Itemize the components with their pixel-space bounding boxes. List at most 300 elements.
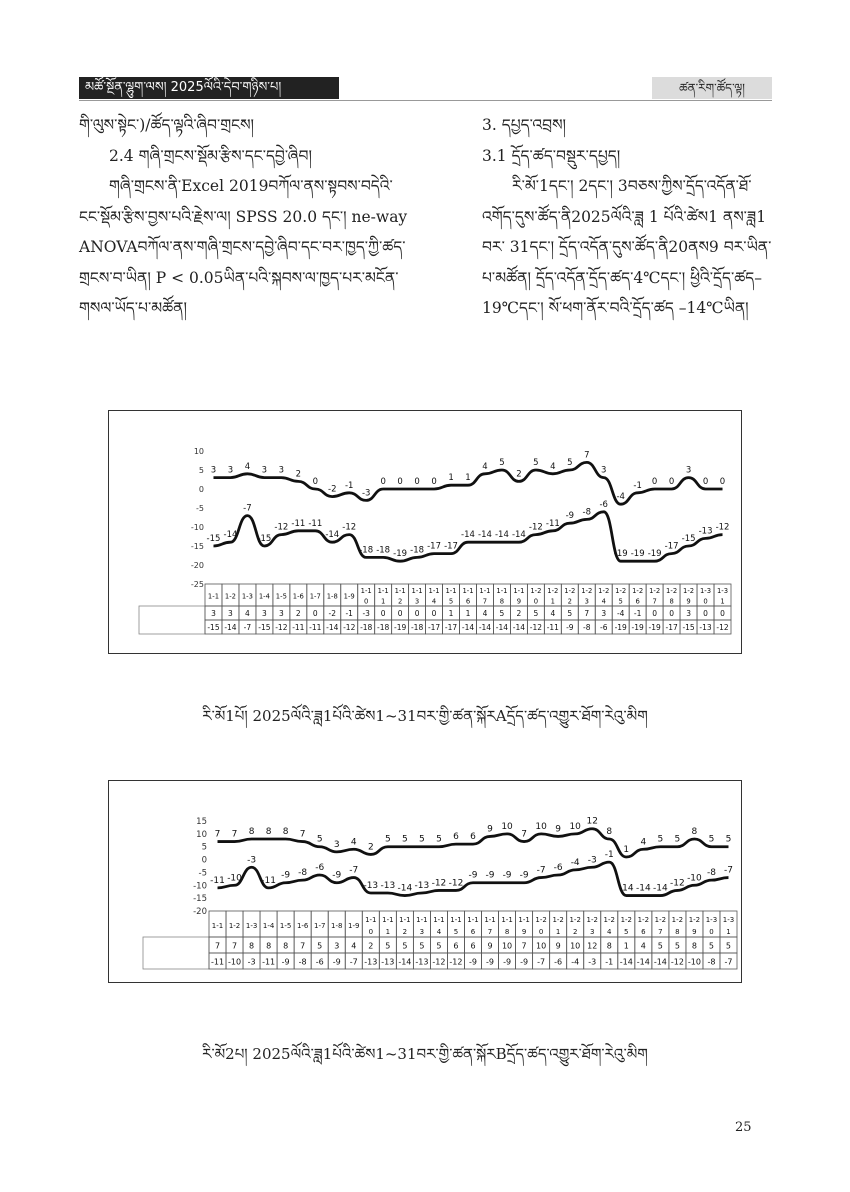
data-label-upper: 5 (567, 458, 573, 468)
data-label-lower: -6 (315, 863, 325, 873)
table-value-upper: 5 (402, 941, 408, 951)
category-label: 1-1 (399, 915, 411, 924)
table-value-upper: 0 (380, 609, 386, 619)
data-label-upper: 3 (278, 465, 285, 476)
category-label: 7 (487, 927, 493, 936)
category-label: 1-3 (245, 921, 258, 930)
journal-title: མཚོ་སྔོན་ལྷུག་ལས། 2025ལོའི་དེབ་གཉིས་པ། (79, 77, 339, 99)
table-value-upper: 12 (587, 941, 598, 951)
category-label: 1-4 (258, 592, 270, 601)
data-label-lower: -12 (715, 522, 730, 533)
data-label-lower: -9 (502, 870, 512, 881)
data-label-lower: -14 (478, 530, 492, 541)
data-label-lower: -11 (308, 518, 323, 529)
section-tag: ཚན་རིག་ཚོད་ལྟ། (652, 77, 772, 99)
table-value-lower: -10 (687, 957, 701, 967)
data-label-lower: -10 (687, 873, 702, 884)
data-label-lower: -6 (553, 863, 563, 873)
category-label: 1-2 (564, 587, 576, 596)
category-label: 6 (470, 927, 476, 936)
data-label-upper: 5 (725, 834, 732, 845)
category-label: 1-2 (598, 587, 610, 596)
table-value-upper: 7 (232, 941, 238, 951)
data-label-upper: 7 (299, 829, 306, 840)
category-label: 4 (601, 597, 606, 606)
data-label-upper: 4 (550, 461, 556, 472)
data-label-upper: 8 (248, 827, 255, 837)
category-label: 5 (448, 597, 454, 606)
data-label-upper: -1 (633, 480, 642, 491)
table-value-lower: -7 (243, 623, 252, 633)
table-value-lower: -8 (707, 957, 716, 967)
data-label-upper: 3 (333, 839, 340, 850)
table-value-upper: 0 (414, 609, 420, 619)
table-value-lower: -7 (724, 957, 733, 967)
category-label: 1-2 (671, 915, 684, 924)
table-value-upper: 5 (385, 941, 391, 951)
y-tick-label: -5 (198, 868, 207, 879)
category-label: 0 (538, 927, 544, 936)
table-value-lower: -14 (495, 623, 509, 633)
data-label-upper: 5 (499, 458, 505, 468)
table-value-lower: -9 (520, 957, 529, 967)
table-value-lower: -14 (398, 957, 412, 967)
continued-line: གི་ལུས་སྟེང་)/ཚོད་ལྟའི་ཞིབ་གྲངས། (79, 116, 254, 134)
data-label-lower: -13 (380, 881, 396, 891)
category-label: 8 (669, 597, 674, 606)
category-label: 3 (589, 927, 595, 936)
table-value-upper: 9 (487, 941, 493, 951)
data-label-lower: -7 (536, 865, 546, 876)
category-label: 1-3 (241, 592, 253, 601)
table-value-upper: 5 (419, 941, 425, 951)
data-label-upper: 7 (584, 450, 590, 461)
y-tick-label: -5 (196, 504, 204, 513)
table-value-lower: -14 (326, 623, 339, 633)
data-label-lower: -8 (298, 868, 308, 879)
category-label: 6 (641, 927, 646, 936)
category-label: 1 (555, 927, 561, 936)
category-label: 1 (380, 597, 386, 606)
y-tick-label: 5 (198, 466, 204, 475)
category-label: 1-2 (552, 915, 564, 924)
y-tick-label: -25 (190, 580, 204, 589)
table-value-lower: -19 (648, 623, 661, 633)
table-value-upper: -2 (328, 609, 337, 619)
category-label: 2 (402, 927, 408, 936)
data-label-upper: 1 (448, 473, 454, 484)
data-label-upper: 12 (586, 816, 598, 827)
data-label-lower: -14 (635, 883, 651, 894)
category-label: 1-1 (501, 915, 513, 924)
data-label-upper: -3 (361, 488, 371, 499)
header-rule (79, 100, 772, 101)
category-label: 1-1 (496, 587, 508, 596)
category-label: 1-1 (462, 587, 474, 596)
data-label-upper: 10 (535, 821, 547, 832)
table-value-upper: 3 (278, 609, 284, 619)
table-value-upper: 5 (657, 941, 663, 951)
data-label-lower: -19 (647, 549, 662, 560)
table-value-lower: -19 (614, 623, 627, 633)
category-label: 1-2 (228, 921, 241, 930)
category-label: 1-8 (326, 592, 338, 601)
data-label-upper: 0 (668, 477, 675, 487)
table-value-upper: -3 (362, 609, 370, 619)
data-label-upper: 5 (384, 834, 391, 845)
table-value-lower: -10 (228, 957, 242, 967)
data-label-upper: 5 (419, 834, 425, 845)
category-label: 1-2 (547, 587, 559, 596)
y-tick-label: 15 (196, 817, 207, 827)
table-value-lower: -18 (410, 623, 424, 633)
data-label-upper: 0 (380, 477, 386, 487)
table-value-lower: -14 (619, 957, 633, 967)
table-value-upper: 3 (334, 941, 340, 951)
data-label-lower: -19 (630, 549, 645, 560)
data-label-lower: -14 (397, 883, 413, 894)
table-value-lower: -8 (298, 957, 307, 967)
table-value-lower: -17 (665, 623, 678, 633)
category-label: 1-1 (416, 915, 428, 924)
category-label: 1-2 (224, 592, 237, 601)
data-label-lower: -14 (223, 530, 238, 541)
data-label-lower: -14 (461, 530, 475, 541)
category-label: 1-3 (716, 587, 729, 596)
table-value-lower: -9 (281, 957, 290, 967)
category-label: 1-2 (654, 915, 667, 924)
table-value-lower: -9 (469, 957, 477, 967)
data-label-upper: -1 (344, 480, 354, 491)
category-label: 1-8 (331, 921, 343, 930)
category-label: 5 (618, 597, 623, 606)
table-value-lower: -13 (364, 957, 378, 967)
category-label: 1-1 (513, 587, 525, 596)
data-label-lower: -15 (681, 534, 696, 544)
category-label: 1-2 (530, 587, 542, 596)
table-value-lower: -9 (332, 957, 341, 967)
data-label-upper: -2 (328, 484, 337, 495)
y-tick-label: -10 (190, 523, 204, 532)
chart-1-svg (109, 411, 741, 653)
data-label-upper: 3 (601, 465, 607, 476)
figure-1-caption: རི་མོ1པོ། 2025ལོའི་ཟླ1པོའི་ཚེས1~31བར་གྱི་ཚན་སྐོརAདྲོད་ཚད་འགྱུར་ཐོག་རེའུ་མིག (202, 707, 648, 725)
table-value-lower: -12 (343, 623, 356, 633)
category-label: 1-1 (467, 915, 479, 924)
category-label: 7 (658, 927, 663, 936)
table-value-lower: -19 (631, 623, 644, 633)
table-value-lower: -15 (682, 623, 695, 633)
table-value-lower: -6 (554, 957, 563, 967)
category-label: 9 (516, 597, 522, 606)
table-value-lower: -14 (461, 623, 475, 633)
table-value-lower: -12 (432, 957, 446, 967)
table-value-lower: -18 (360, 623, 373, 633)
table-value-lower: -12 (449, 957, 463, 967)
data-label-lower: -9 (519, 870, 529, 881)
category-label: 1-3 (705, 915, 718, 924)
y-tick-label: -15 (190, 542, 204, 551)
table-value-upper: 0 (669, 609, 675, 619)
category-label: 1-3 (699, 587, 712, 596)
data-label-lower: -8 (582, 507, 592, 518)
data-label-upper: 0 (651, 477, 658, 487)
table-value-upper: 1 (448, 609, 454, 619)
table-value-upper: 7 (521, 941, 527, 951)
table-value-lower: -11 (210, 957, 225, 967)
data-label-upper: 2 (295, 469, 302, 480)
category-label: 3 (414, 597, 420, 606)
table-value-upper: 1 (623, 941, 629, 951)
table-value-lower: -6 (599, 623, 608, 633)
category-label: 1-2 (649, 587, 661, 596)
table-value-lower: -18 (377, 623, 390, 633)
data-label-lower: -11 (545, 518, 560, 529)
category-label: 1-1 (479, 587, 491, 596)
results-paragraph: རི་མོ་1དང་། 2དང་། 3བཅས་ཀྱིས་དྲོད་འདོན་ཐོ་འགོད་དུས་ཚོད་ནི2025ལོའི་ཟླ 1 པོའི་ཚེས1 ནས་ཟླ1 བར་ 31དང་། དྲོད་འདོན་དུས་ཚོད་ནི20ནས9 བར་ཡིན་པ་མཚོན། དྲོད་འདོན་དྲོད་ཚད་4℃དང་། ཕྱིའི་དྲོད་ཚད–19℃དང་། སོ་ཕག་ནོར་བའི་དྲོད་ཚད –14℃ཡིན། (482, 177, 772, 317)
data-label-lower: -12 (431, 878, 447, 889)
category-label: 1-7 (313, 921, 326, 930)
category-label: 2 (567, 597, 572, 606)
data-label-upper: 0 (397, 477, 403, 487)
figure-1-chart (108, 410, 742, 654)
data-label-lower: -17 (444, 541, 458, 552)
table-value-upper: 4 (550, 609, 556, 619)
data-label-upper: 3 (227, 465, 234, 476)
table-value-upper: 6 (470, 941, 476, 951)
data-label-lower: -13 (698, 526, 713, 537)
table-value-upper: 2 (295, 609, 301, 619)
data-label-lower: -7 (723, 865, 733, 876)
category-label: 0 (703, 597, 708, 606)
table-value-lower: -15 (207, 623, 220, 633)
category-label: 2 (397, 597, 403, 606)
data-label-upper: 4 (640, 837, 647, 848)
section-heading-3: 3. དཔྱད་འབྲས། (482, 116, 566, 134)
category-label: 1-2 (666, 587, 678, 596)
data-label-upper: 1 (465, 473, 471, 484)
category-label: 1-2 (569, 915, 581, 924)
data-label-lower: -12 (528, 522, 543, 533)
category-label: 8 (499, 597, 505, 606)
category-label: 1 (550, 597, 556, 606)
data-label-lower: -19 (613, 549, 628, 560)
table-value-lower: -9 (486, 957, 495, 967)
data-label-lower: -18 (376, 545, 391, 556)
table-value-lower: -14 (224, 623, 237, 633)
table-value-lower: -6 (315, 957, 324, 967)
data-label-lower: -13 (414, 881, 430, 891)
table-value-lower: -17 (444, 623, 458, 633)
data-label-upper: 5 (533, 458, 539, 468)
data-label-upper: 5 (436, 834, 442, 845)
category-label: 1-1 (382, 915, 394, 924)
data-label-upper: 0 (312, 477, 319, 487)
data-label-upper: 8 (265, 827, 272, 837)
table-value-lower: -14 (653, 957, 667, 967)
data-label-upper: 4 (350, 837, 357, 848)
table-value-upper: 5 (499, 609, 505, 619)
table-value-lower: -17 (427, 623, 441, 633)
y-tick-label: 0 (201, 855, 207, 866)
table-value-upper: 9 (555, 941, 561, 951)
table-value-upper: -4 (616, 609, 625, 619)
section-heading-3-1: 3.1 དྲོད་ཚད་བསྡུར་དཔྱད། (482, 146, 621, 165)
table-value-lower: -4 (571, 957, 580, 967)
data-label-upper: 7 (214, 829, 221, 840)
data-label-upper: 5 (657, 834, 664, 845)
category-label: 1-1 (450, 915, 462, 924)
category-label: 1-6 (292, 592, 304, 601)
data-label-lower: -9 (281, 870, 291, 881)
table-value-upper: 8 (249, 941, 255, 951)
table-value-upper: 3 (228, 609, 233, 619)
data-label-upper: 9 (555, 824, 562, 835)
data-label-upper: 5 (316, 834, 323, 845)
figure-2-caption: རི་མོ2པ། 2025ལོའི་ཟླ1པོའི་ཚེས1~31བར་གྱི་ཚན་སྐོརBདྲོད་ཚད་འགྱུར་ཐོག་རེའུ་མིག (202, 1045, 648, 1063)
data-label-lower: -11 (210, 875, 225, 886)
y-tick-label: -15 (193, 894, 207, 905)
data-label-lower: -14 (618, 883, 634, 894)
data-label-lower: -12 (670, 878, 685, 889)
category-label: 1-9 (343, 592, 355, 601)
running-header (79, 77, 772, 101)
category-label: 1-5 (279, 921, 292, 930)
stats-paragraph: གཞི་གྲངས་ནི་Excel 2019བཀོལ་ནས་སྟབས་བདེའི་ངང་སྡོམ་རྩིས་བྱས་པའི་རྗེས་ལ། SPSS 20.0 དང་། ne-way ANOVAབཀོལ་ནས་གཞི་གྲངས་དབྱེ་ཞིབ་དང་བར་ཁྱད་ཀྱི་ཚད་གྲངས་བ་ཡིན། P < 0.05ཡིན་པའི་སྐབས་ལ་ཁྱད་པར་མངོན་གསལ་ཡོད་པ་མཚོན། (79, 177, 408, 317)
category-label: 1-1 (394, 587, 406, 596)
category-label: 1-1 (211, 921, 224, 930)
data-label-lower: -15 (206, 534, 221, 544)
table-value-lower: -19 (394, 623, 407, 633)
data-label-lower: -11 (291, 518, 306, 529)
table-value-upper: 5 (567, 609, 573, 619)
data-label-lower: -10 (227, 873, 242, 884)
category-label: 4 (436, 927, 442, 936)
table-value-upper: 4 (245, 609, 250, 619)
data-label-upper: 5 (674, 834, 681, 845)
category-label: 3 (584, 597, 589, 606)
category-label: 6 (465, 597, 471, 606)
data-label-upper: 0 (702, 477, 709, 487)
table-value-lower: -13 (415, 957, 429, 967)
table-value-upper: 0 (703, 609, 708, 619)
table-value-upper: 10 (501, 941, 513, 951)
table-value-upper: 1 (465, 609, 471, 619)
data-label-upper: 8 (606, 827, 613, 837)
data-label-upper: 6 (453, 832, 459, 843)
data-label-lower: -9 (468, 870, 478, 881)
table-value-lower: -3 (588, 957, 597, 967)
y-tick-label: 0 (198, 485, 204, 494)
data-label-lower: -17 (427, 541, 442, 552)
category-label: 1-2 (620, 915, 633, 924)
category-label: 1 (385, 927, 391, 936)
data-label-lower: -3 (247, 855, 257, 866)
table-legend-cell (139, 606, 205, 634)
data-label-lower: -12 (274, 522, 289, 533)
table-value-lower: -13 (381, 957, 395, 967)
data-label-lower: -14 (511, 530, 526, 541)
data-label-lower: -11 (261, 875, 276, 886)
data-label-upper: 4 (482, 461, 488, 472)
data-label-upper: 8 (282, 827, 289, 837)
category-label: 0 (709, 927, 714, 936)
table-value-upper: 5 (533, 609, 539, 619)
category-label: 1-1 (518, 915, 530, 924)
table-value-lower: -12 (275, 623, 288, 633)
table-value-lower: -9 (566, 623, 574, 633)
table-value-lower: -15 (258, 623, 271, 633)
category-label: 4 (431, 597, 437, 606)
category-label: 1-2 (535, 915, 547, 924)
table-legend-cell (143, 937, 209, 969)
table-value-upper: 10 (570, 941, 581, 951)
data-label-lower: -4 (570, 857, 580, 868)
page-number: 25 (735, 1120, 752, 1135)
table-value-upper: -1 (345, 609, 353, 619)
table-value-lower: -14 (478, 623, 492, 633)
data-label-lower: -12 (448, 878, 464, 889)
data-label-lower: -13 (363, 881, 379, 891)
table-value-lower: -11 (546, 623, 559, 633)
data-label-upper: 9 (487, 824, 493, 835)
data-label-upper: 10 (569, 821, 581, 832)
table-value-lower: -7 (349, 957, 358, 967)
chart-2-svg (109, 781, 741, 982)
data-label-lower: -7 (243, 503, 252, 514)
table-value-upper: 0 (312, 609, 318, 619)
category-label: 1-9 (348, 921, 360, 930)
category-label: 1-1 (445, 587, 457, 596)
data-label-upper: 3 (685, 465, 692, 476)
table-value-lower: -13 (699, 623, 712, 633)
data-label-upper: 10 (501, 821, 513, 832)
table-value-lower: -9 (503, 957, 512, 967)
category-label: 7 (482, 597, 488, 606)
table-value-lower: -12 (529, 623, 542, 633)
data-label-lower: -1 (604, 850, 614, 861)
category-label: 0 (364, 597, 369, 606)
data-label-lower: -14 (653, 883, 668, 894)
category-label: 1-1 (484, 915, 496, 924)
table-value-upper: 7 (214, 941, 221, 951)
table-value-lower: -11 (309, 623, 322, 633)
table-value-upper: 0 (397, 609, 403, 619)
data-label-upper: 7 (521, 829, 527, 840)
table-value-upper: 8 (606, 941, 612, 951)
data-label-upper: 6 (470, 832, 476, 843)
table-value-upper: 3 (686, 609, 691, 619)
table-value-lower: -12 (716, 623, 729, 633)
category-label: 1-7 (309, 592, 321, 601)
data-label-upper: 0 (719, 477, 726, 487)
table-value-upper: 8 (691, 941, 697, 951)
data-label-lower: -9 (565, 511, 575, 522)
table-value-lower: -12 (670, 957, 684, 967)
table-value-lower: -14 (512, 623, 526, 633)
data-label-lower: -8 (706, 868, 716, 879)
table-value-lower: -3 (247, 957, 256, 967)
data-label-upper: 0 (431, 477, 437, 487)
table-value-upper: 4 (351, 941, 357, 951)
data-label-lower: -9 (485, 870, 495, 881)
y-tick-label: -10 (193, 881, 207, 892)
category-label: 1-1 (433, 915, 445, 924)
table-value-upper: 2 (368, 941, 374, 951)
table-value-upper: 8 (266, 941, 272, 951)
category-label: 1-2 (683, 587, 695, 596)
table-value-lower: -7 (537, 957, 546, 967)
